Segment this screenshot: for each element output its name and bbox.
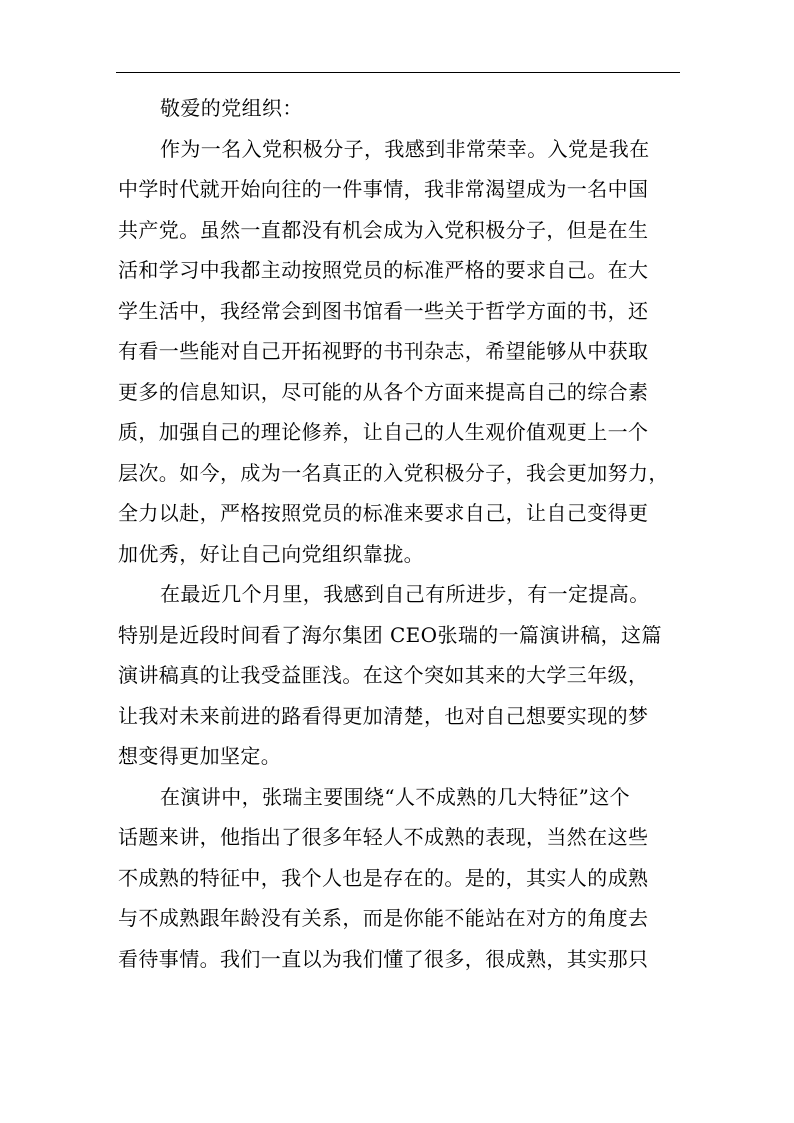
text-line: 在演讲中，张瑞主要围绕“人不成熟的几大特征”这个 (160, 784, 631, 809)
text-line: 全力以赴，严格按照党员的标准来要求自己，让自己变得更 (118, 501, 649, 525)
text-line: 让我对未来前进的路看得更加清楚，也对自己想要实现的梦 (118, 703, 649, 728)
document-body (118, 88, 680, 979)
text-line: 中学时代就开始向往的一件事情，我非常渴望成为一名中国 (118, 177, 649, 201)
text-line: 不成熟的特征中，我个人也是存在的。是的，其实人的成熟 (118, 865, 649, 890)
text-line: 层次。如今，成为一名真正的入党积极分子，我会更加努力， (118, 460, 669, 485)
text-line: 特别是近段时间看了海尔集团 CEO张瑞的一篇演讲稿，这篇 (118, 622, 662, 647)
text-line: 更多的信息知识，尽可能的从各个方面来提高自己的综合素 (118, 379, 649, 404)
paragraph-3 (118, 777, 680, 980)
header-rule (116, 72, 680, 73)
text-line: 在最近几个月里，我感到自己有所进步，有一定提高。 (160, 582, 650, 606)
text-line: 作为一名入党积极分子，我感到非常荣幸。入党是我在 (160, 136, 650, 161)
text-line: 加优秀，好让自己向党组织靠拢。 (118, 541, 424, 566)
text-line: 话题来讲，他指出了很多年轻人不成熟的表现，当然在这些 (118, 825, 649, 849)
paragraph-1 (118, 129, 680, 575)
salutation: 敬爱的党组织： (160, 96, 303, 120)
text-line: 有看一些能对自己开拓视野的书刊杂志，希望能够从中获取 (118, 339, 649, 363)
paragraph-2 (118, 574, 680, 777)
text-line: 学生活中，我经常会到图书馆看一些关于哲学方面的书，还 (118, 298, 649, 323)
text-line: 想变得更加坚定。 (118, 744, 282, 768)
text-line: 质，加强自己的理论修养，让自己的人生观价值观更上一个 (118, 420, 649, 444)
text-line: 与不成熟跟年龄没有关系，而是你能不能站在对方的角度去 (118, 906, 649, 930)
text-line: 活和学习中我都主动按照党员的标准严格的要求自己。在大 (118, 258, 649, 282)
text-line: 共产党。虽然一直都没有机会成为入党积极分子，但是在生 (118, 217, 649, 242)
text-line: 演讲稿真的让我受益匪浅。在这个突如其来的大学三年级， (118, 663, 649, 687)
text-line: 看待事情。我们一直以为我们懂了很多，很成熟，其实那只 (118, 946, 649, 971)
